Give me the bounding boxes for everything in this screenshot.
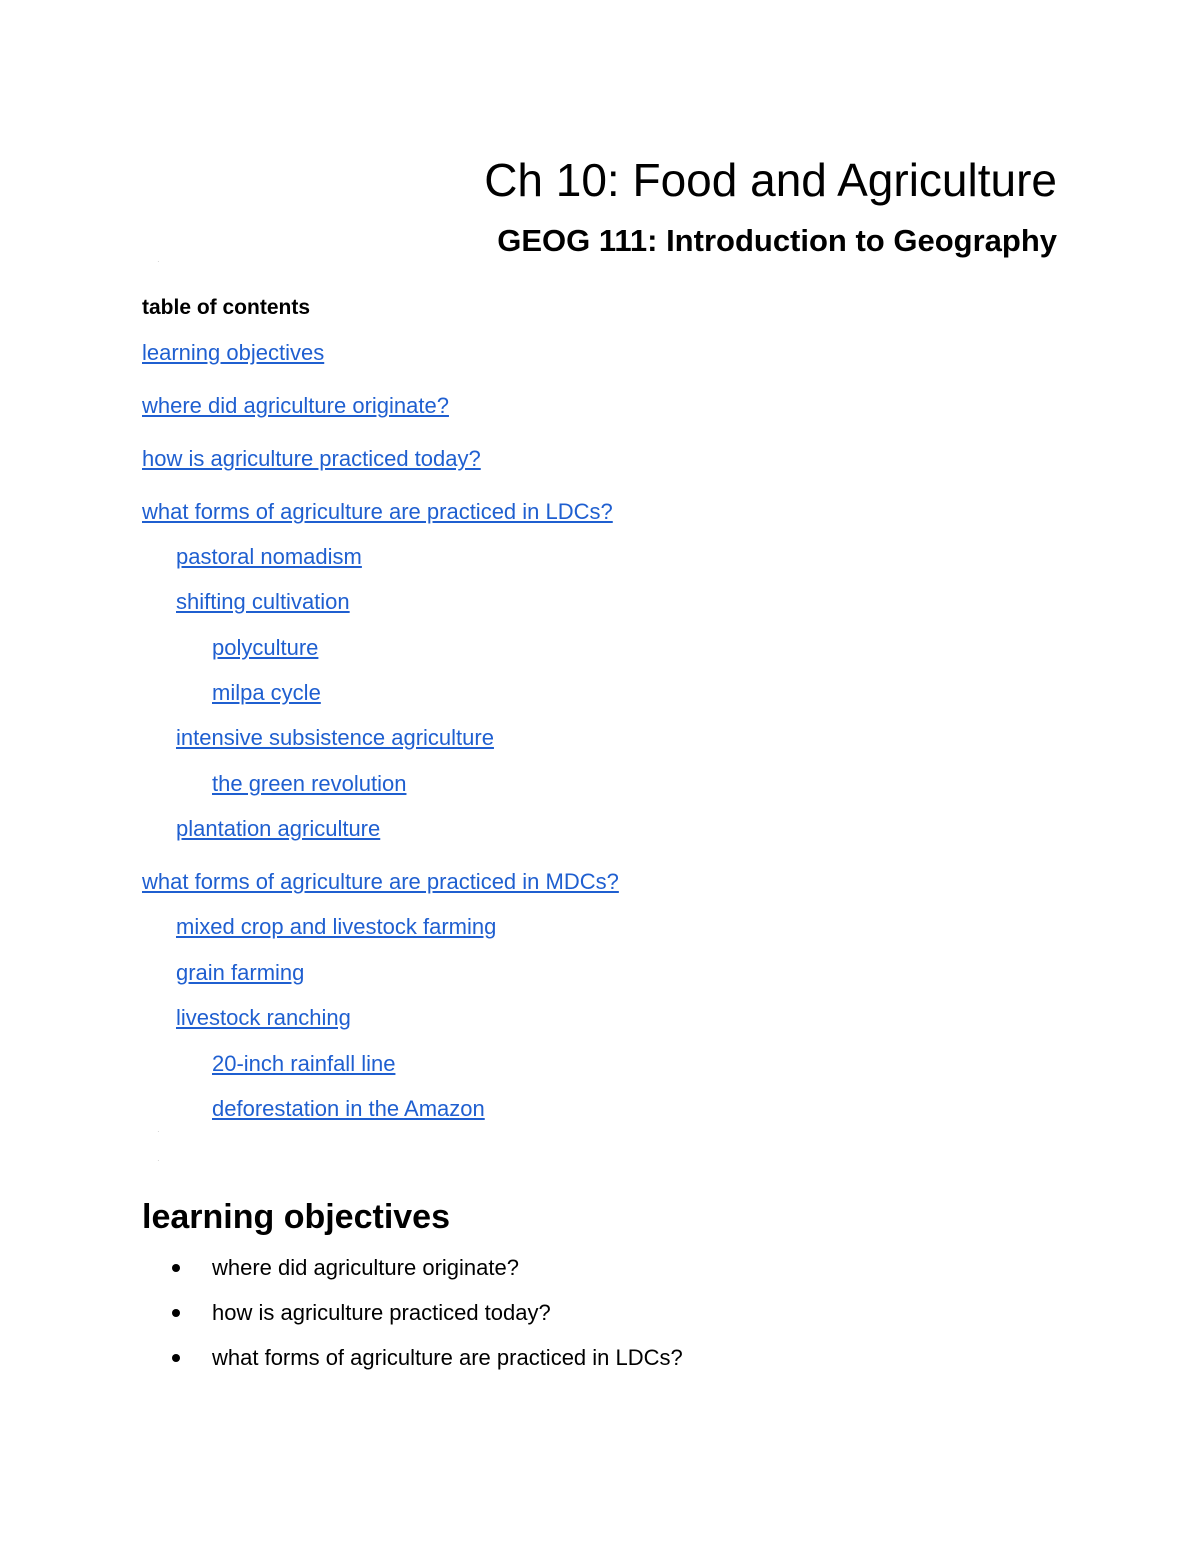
toc-link-livestock-ranching[interactable]: livestock ranching (176, 1005, 351, 1030)
toc-link-intensive-subsistence[interactable]: intensive subsistence agriculture (176, 725, 494, 750)
paragraph-marker: · (157, 1156, 160, 1165)
toc-link-shifting-cultivation[interactable]: shifting cultivation (176, 589, 350, 614)
toc-link-amazon-deforestation[interactable]: deforestation in the Amazon (212, 1096, 485, 1121)
toc-link-mixed-crop-livestock[interactable]: mixed crop and livestock farming (176, 914, 497, 939)
toc-link-grain-farming[interactable]: grain farming (176, 960, 305, 985)
toc-link-ldc-agriculture[interactable]: what forms of agriculture are practiced in LDCs? (142, 499, 613, 524)
toc-link-plantation-agriculture[interactable]: plantation agriculture (176, 816, 381, 841)
bullet-icon (172, 1264, 180, 1272)
toc-link-agriculture-origin[interactable]: where did agriculture originate? (142, 393, 449, 418)
toc-link-agriculture-today[interactable]: how is agriculture practiced today? (142, 446, 481, 471)
toc-link-mdc-agriculture[interactable]: what forms of agriculture are practiced in MDCs? (142, 869, 619, 894)
toc-link-learning-objectives[interactable]: learning objectives (142, 340, 325, 365)
bullet-icon (172, 1354, 180, 1362)
toc-link-pastoral-nomadism[interactable]: pastoral nomadism (176, 544, 362, 569)
paragraph-marker: · (157, 1127, 160, 1136)
list-item-text: how is agriculture practiced today? (212, 1300, 551, 1325)
list-item-text: what forms of agriculture are practiced in LDCs? (212, 1345, 683, 1370)
document-subtitle: GEOG 111: Introduction to Geography (497, 223, 1057, 258)
toc-link-rainfall-line[interactable]: 20-inch rainfall line (212, 1051, 396, 1076)
toc-label: table of contents (142, 296, 311, 319)
document-title: Ch 10: Food and Agriculture (484, 154, 1057, 206)
section-heading-learning-objectives: learning objectives (142, 1198, 450, 1236)
paragraph-marker: · (157, 257, 160, 266)
toc-link-milpa-cycle[interactable]: milpa cycle (212, 680, 321, 705)
bullet-icon (172, 1309, 180, 1317)
list-item-text: where did agriculture originate? (212, 1255, 519, 1280)
toc-link-polyculture[interactable]: polyculture (212, 635, 319, 660)
toc-link-green-revolution[interactable]: the green revolution (212, 771, 407, 796)
